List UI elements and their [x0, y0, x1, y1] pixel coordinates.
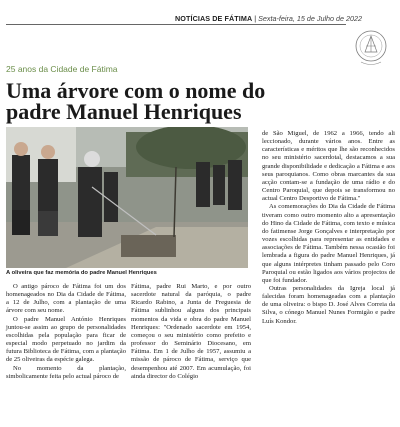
paragraph: O padre Manuel António Henriques juntou-se assim ao grupo de personalidades escolhidas pela população para ficar de especial modo perpetuado no jardim da futura Biblioteca de Fátima, com a plantação de 25 oliveiras da espécie galega.	[6, 315, 126, 364]
paragraph: Fátima, padre Rui Marto, e por outro sacerdote natural da paróquia, o padre Ricardo Rabino, a Junta de Freguesia de Fátima sublinhou alguns dos principais momentos da vida e obra do padre Manuel Henriques: "Ordenado sacerdote em 1954, começou o seu ministério como prefeito e professor do Seminário Diocesano, em Fátima. Em 1 de Julho de 1957, assumiu a missão de pároco de Fátima, serviço que desempenhou até 2007. Em acumulação, foi ainda director do Colégio	[131, 283, 251, 380]
masthead-separator: |	[254, 14, 257, 23]
parish-seal-logo	[352, 26, 390, 70]
article-column-1	[6, 283, 126, 381]
section-title: NOTÍCIAS DE FÁTIMA	[175, 14, 253, 23]
paragraph: O antigo pároco de Fátima foi um dos homenageados no Dia da Cidade de Fátima, a 12 de Julho, com a plantação de uma árvore com seu nome.	[6, 283, 126, 315]
paragraph: As comemorações do Dia da Cidade de Fátima tiveram como outro momento alto a apresentação do Hino da Cidade de Fátima, com texto e música do fatimense Jorge Gonçalves e interpretação por vozes escolhidas para representar as entidades e associações de Fátima. Também nessa ocasião foi lembrada a figura do padre Manuel Henriques, já que alguns intérpretes tinham passado pelo Coro Paroquial ou estão ligados aos vários projectos de que foi fundador.	[262, 203, 395, 284]
article-column-2	[131, 283, 251, 381]
masthead	[175, 14, 385, 23]
tree-planting-photo	[6, 127, 248, 268]
kicker: 25 anos da Cidade de Fátima	[6, 64, 118, 74]
header-rule	[6, 24, 346, 25]
headline: Uma árvore com o nome do padre Manuel Henriques	[6, 78, 266, 124]
paragraph: Outras personalidades da Igreja local já falecidas foram homenageadas com a plantação de uma oliveira: o bispo D. José Alves Correia da Silva, o cónego Manuel Nunes Formigão e padre Luís Kondor.	[262, 284, 395, 325]
photo-caption: A oliveira que faz memória do padre Manuel Henriques	[6, 270, 157, 276]
paragraph: No momento da plantação, simbolicamente feita pelo actual pároco de	[6, 364, 126, 380]
article-column-3	[262, 130, 395, 326]
issue-date: Sexta-feira, 15 de Julho de 2022	[258, 14, 363, 23]
paragraph: de São Miguel, de 1962 a 1966, tendo ali leccionado, durante vários anos. Entre as características e méritos que lhe são reconhecidos no seu ministério sacerdotal, destacamos a sua grande disponibilidade e dedicação a Fátima e aos seus paroquianos. Como obras marcantes da sua acção contam-se a fundação de uma rádio e do Centro Paroquial, que depois se transformou no actual Centro Desportivo de Fátima."	[262, 130, 395, 203]
